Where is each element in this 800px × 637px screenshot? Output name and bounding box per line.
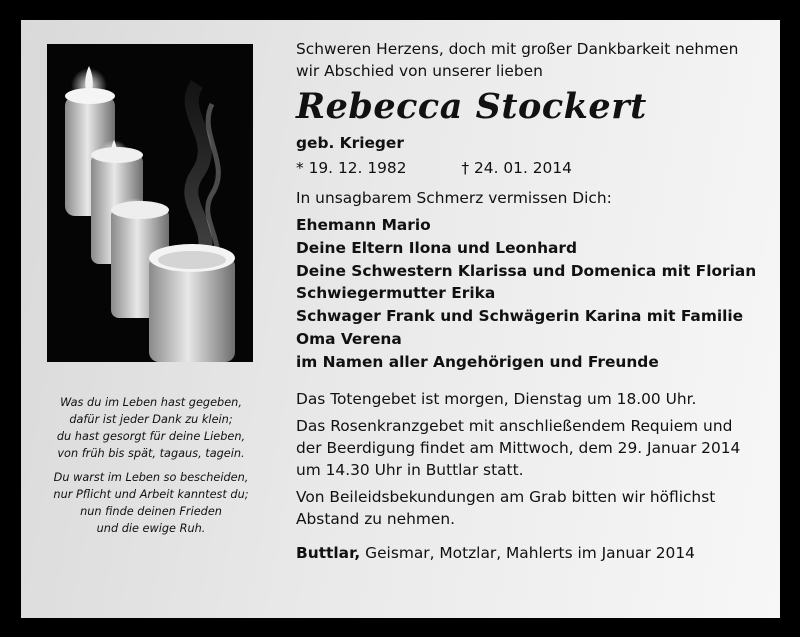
poem-stanza-2 (40, 469, 262, 537)
poem-line: und die ewige Ruh. (96, 522, 206, 535)
mourners-list (296, 214, 766, 374)
condolence-note (296, 486, 766, 530)
poem-line: Was du im Leben hast gegeben, (60, 396, 242, 409)
announcement-line: Das Totengebet ist morgen, Dienstag um 18.00 Uhr. (296, 389, 697, 408)
announcement-line: der Beerdigung findet am Mittwoch, dem 29. Januar 2014 (296, 438, 741, 457)
poem-line: nun finde deinen Frieden (80, 505, 222, 518)
poem-line: von früh bis spät, tagaus, tagein. (57, 447, 245, 460)
birth-date: * 19. 12. 1982 (296, 159, 407, 177)
poem-stanza-1 (40, 394, 262, 462)
death-date: † 24. 01. 2014 (461, 159, 572, 177)
intro-line: Schweren Herzens, doch mit großer Dankbarkeit nehmen (296, 40, 739, 58)
announcement-line: Abstand zu nehmen. (296, 509, 456, 528)
candles-illustration (47, 44, 253, 362)
announcement-line: Das Rosenkranzgebet mit anschließendem Requiem und (296, 416, 733, 435)
candles-image (47, 44, 253, 362)
mourner-item: Schwager Frank und Schwägerin Karina mit Familie (296, 307, 744, 326)
deceased-name: Rebecca Stockert (296, 86, 647, 127)
announcement-line: um 14.30 Uhr in Buttlar statt. (296, 460, 524, 479)
poem-line: Du warst im Leben so bescheiden, (53, 471, 249, 484)
mourner-item: Schwiegermutter Erika (296, 284, 496, 303)
poem-line: dafür ist jeder Dank zu klein; (69, 413, 233, 426)
poem (40, 394, 262, 544)
requiem-announcement (296, 415, 766, 481)
mourner-item: Deine Schwestern Klarissa und Domenica mit Florian (296, 261, 757, 280)
prayer-announcement (296, 388, 766, 410)
place-and-date (296, 544, 766, 562)
life-dates (296, 159, 766, 177)
mourner-item: Deine Eltern Ilona und Leonhard (296, 238, 578, 257)
obituary-text (296, 38, 766, 562)
intro-text (296, 38, 766, 82)
mourners-heading: In unsagbarem Schmerz vermissen Dich: (296, 189, 612, 207)
intro-line: wir Abschied von unserer lieben (296, 62, 543, 80)
announcement-line: Von Beileidsbekundungen am Grab bitten wir höflichst (296, 487, 716, 506)
mourner-item: im Namen aller Angehörigen und Freunde (296, 352, 659, 371)
place-rest: Geismar, Motzlar, Mahlerts im Januar 2014 (360, 543, 695, 562)
mourner-item: Ehemann Mario (296, 216, 431, 234)
place-main: Buttlar, (296, 543, 361, 562)
poem-line: nur Pflicht und Arbeit kanntest du; (53, 488, 249, 501)
mourner-item: Oma Verena (296, 329, 402, 348)
birth-name: geb. Krieger (296, 134, 404, 152)
poem-line: du hast gesorgt für deine Lieben, (56, 430, 246, 443)
